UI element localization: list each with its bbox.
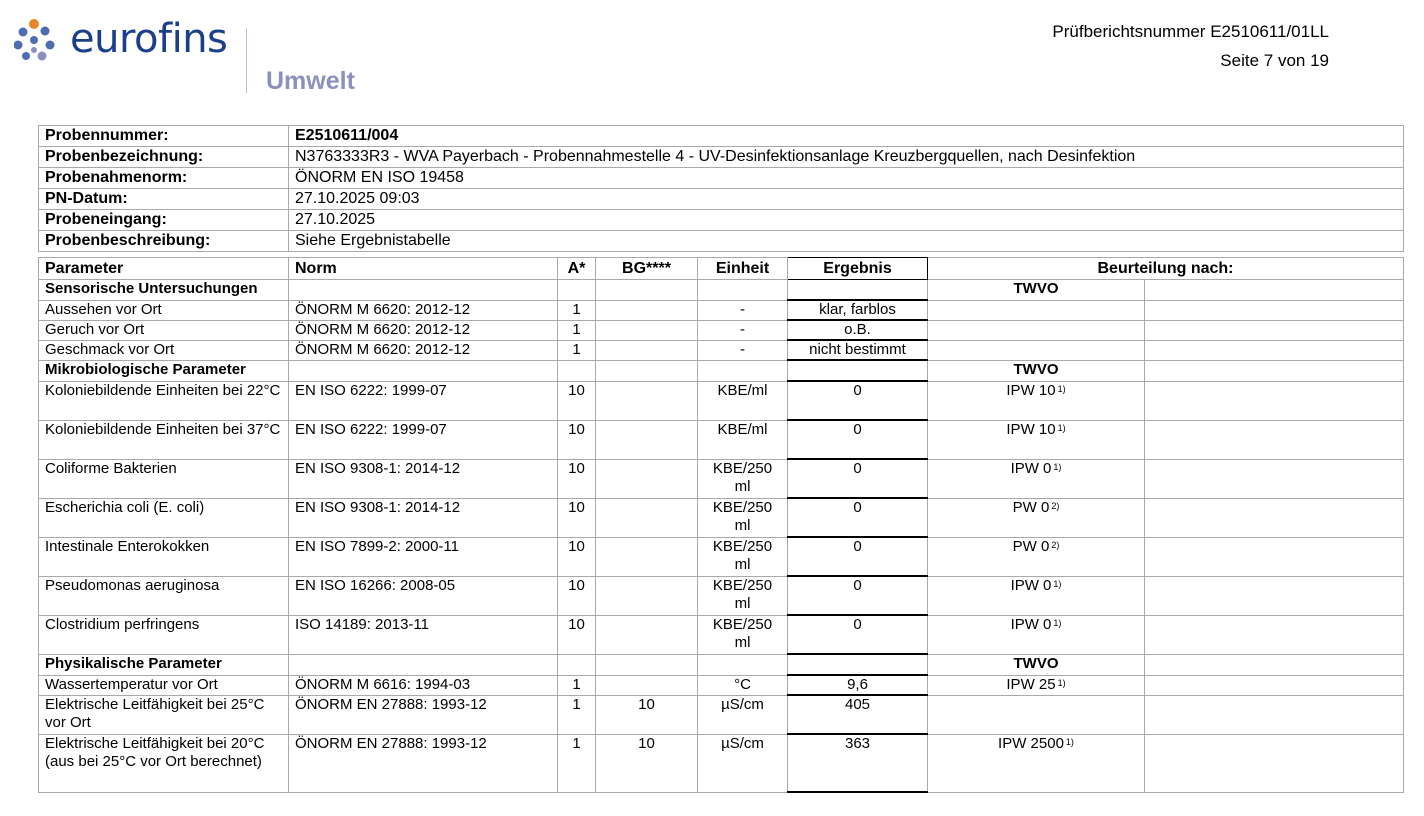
result-row [39,340,1404,360]
a-value: 1 [558,695,596,734]
limit-cell [928,537,1145,576]
empty-cell [1145,459,1404,498]
limit-cell [928,381,1145,420]
result-value: 405 [788,695,928,734]
unit: °C [698,675,788,695]
footnote-ref: 1) [1057,677,1066,688]
result-value: 0 [788,615,928,654]
col-bg: BG**** [596,258,698,280]
bg-value [596,498,698,537]
col-assessment: Beurteilung nach: [928,258,1404,280]
unit: - [698,320,788,340]
norm: ÖNORM EN 27888: 1993-12 [289,734,558,792]
sample-info-row [39,189,1404,210]
limit-value: IPW 10 [1006,420,1056,438]
bg-value [596,320,698,340]
a-value: 10 [558,420,596,459]
empty-cell [289,280,558,301]
a-value: 1 [558,340,596,360]
result-row [39,537,1404,576]
empty-cell [596,654,698,675]
sample-info-table [38,125,1404,252]
a-value: 10 [558,537,596,576]
empty-cell [596,360,698,381]
col-result: Ergebnis [788,258,928,280]
limit-value: IPW 10 [1006,381,1056,399]
col-a: A* [558,258,596,280]
eurofins-logo [14,18,64,71]
empty-cell [558,654,596,675]
bg-value [596,615,698,654]
limit-cell [928,320,1145,340]
result-row [39,320,1404,340]
unit: - [698,340,788,360]
limit-value: IPW 25 [1006,675,1056,693]
bg-value [596,675,698,695]
unit: - [698,300,788,320]
parameter-name: Elektrische Leitfähigkeit bei 25°C vor Ort [39,695,289,734]
unit: µS/cm [698,695,788,734]
bg-value: 10 [596,734,698,792]
result-row [39,576,1404,615]
section-standard: TWVO [928,654,1145,675]
result-value: o.B. [788,320,928,340]
sample-info-value: 27.10.2025 09:03 [289,189,1404,210]
sample-info-label: Probeneingang: [39,210,289,231]
result-row [39,381,1404,420]
footnote-ref: 2) [1051,500,1060,511]
a-value: 1 [558,320,596,340]
bg-value [596,459,698,498]
section-header-row [39,360,1404,381]
unit: KBE/250 ml [698,537,788,576]
empty-cell [1145,615,1404,654]
result-value: 0 [788,537,928,576]
col-norm: Norm [289,258,558,280]
limit-cell [928,615,1145,654]
parameter-name: Koloniebildende Einheiten bei 22°C [39,381,289,420]
result-row [39,420,1404,459]
footnote-ref: 1) [1053,578,1062,589]
sample-info-label: Probennummer: [39,126,289,147]
section-standard: TWVO [928,360,1145,381]
parameter-name: Koloniebildende Einheiten bei 37°C [39,420,289,459]
result-row [39,695,1404,734]
eurofins-dots-icon [14,18,64,66]
sample-info-row [39,168,1404,189]
result-value: klar, farblos [788,300,928,320]
result-value: 0 [788,381,928,420]
empty-cell [1145,320,1404,340]
sample-info-value: N3763333R3 - WVA Payerbach - Probennahmestelle 4 - UV-Desinfektionsanlage Kreuzbergquellen, nach Desinfektion [289,147,1404,168]
section-standard: TWVO [928,280,1145,301]
sample-info-value: 27.10.2025 [289,210,1404,231]
limit-cell [928,576,1145,615]
result-value: 0 [788,420,928,459]
results-header-row [39,258,1404,280]
limit-cell [928,340,1145,360]
a-value: 10 [558,615,596,654]
unit: µS/cm [698,734,788,792]
empty-cell [596,280,698,301]
parameter-name: Geruch vor Ort [39,320,289,340]
result-value: 0 [788,498,928,537]
norm: ÖNORM M 6616: 1994-03 [289,675,558,695]
parameter-name: Wassertemperatur vor Ort [39,675,289,695]
footnote-ref: 2) [1051,539,1060,550]
sample-info-row [39,126,1404,147]
empty-cell [1145,360,1404,381]
section-header-row [39,654,1404,675]
section-title: Mikrobiologische Parameter [39,360,289,381]
empty-cell [558,280,596,301]
a-value: 10 [558,459,596,498]
limit-value: IPW 0 [1010,615,1052,633]
sample-info-label: Probenbezeichnung: [39,147,289,168]
empty-cell [698,654,788,675]
limit-value: IPW 2500 [998,734,1064,752]
sample-info-value: E2510611/004 [289,126,1404,147]
parameter-name: Escherichia coli (E. coli) [39,498,289,537]
logo-wordmark: eurofins [70,16,228,62]
empty-cell [1145,280,1404,301]
a-value: 10 [558,498,596,537]
empty-cell [289,654,558,675]
unit: KBE/ml [698,381,788,420]
parameter-name: Geschmack vor Ort [39,340,289,360]
a-value: 10 [558,381,596,420]
unit: KBE/ml [698,420,788,459]
sample-info-label: Probenahmenorm: [39,168,289,189]
bg-value [596,340,698,360]
result-row [39,459,1404,498]
unit: KBE/250 ml [698,615,788,654]
result-value: 363 [788,734,928,792]
logo-divider [246,28,247,93]
results-table [38,257,1404,793]
footnote-ref: 1) [1057,422,1066,433]
empty-cell [1145,381,1404,420]
result-row [39,615,1404,654]
footnote-ref: 1) [1065,736,1074,747]
empty-cell [1145,498,1404,537]
empty-cell [1145,734,1404,792]
norm: ÖNORM M 6620: 2012-12 [289,340,558,360]
page-number: Seite 7 von 19 [1220,51,1329,70]
parameter-name: Aussehen vor Ort [39,300,289,320]
unit: KBE/250 ml [698,459,788,498]
a-value: 1 [558,300,596,320]
sample-info-label: PN-Datum: [39,189,289,210]
a-value: 1 [558,675,596,695]
sample-info-value: ÖNORM EN ISO 19458 [289,168,1404,189]
result-row [39,734,1404,792]
parameter-name: Intestinale Enterokokken [39,537,289,576]
a-value: 1 [558,734,596,792]
parameter-name: Elektrische Leitfähigkeit bei 20°C (aus bei 25°C vor Ort berechnet) [39,734,289,792]
a-value: 10 [558,576,596,615]
norm: EN ISO 9308-1: 2014-12 [289,498,558,537]
norm: ISO 14189: 2013-11 [289,615,558,654]
empty-cell [1145,420,1404,459]
footnote-ref: 1) [1053,461,1062,472]
empty-cell [1145,675,1404,695]
limit-value: PW 0 [1012,498,1050,516]
section-header-row [39,280,1404,301]
norm: EN ISO 6222: 1999-07 [289,381,558,420]
bg-value [596,300,698,320]
logo-subtitle: Umwelt [266,67,355,95]
result-value: 0 [788,576,928,615]
empty-cell [788,360,928,381]
section-title: Physikalische Parameter [39,654,289,675]
parameter-name: Coliforme Bakterien [39,459,289,498]
limit-cell [928,300,1145,320]
empty-cell [1145,576,1404,615]
sample-info-label: Probenbeschreibung: [39,231,289,252]
norm: EN ISO 16266: 2008-05 [289,576,558,615]
norm: ÖNORM M 6620: 2012-12 [289,320,558,340]
sample-info-row [39,231,1404,252]
sample-info-value: Siehe Ergebnistabelle [289,231,1404,252]
empty-cell [1145,537,1404,576]
bg-value [596,381,698,420]
empty-cell [1145,654,1404,675]
empty-cell [1145,695,1404,734]
limit-cell [928,420,1145,459]
norm: ÖNORM EN 27888: 1993-12 [289,695,558,734]
report-number: Prüfberichtsnummer E2510611/01LL [1052,22,1329,41]
parameter-name: Clostridium perfringens [39,615,289,654]
unit: KBE/250 ml [698,576,788,615]
empty-cell [1145,340,1404,360]
empty-cell [698,360,788,381]
parameter-name: Pseudomonas aeruginosa [39,576,289,615]
section-title: Sensorische Untersuchungen [39,280,289,301]
unit: KBE/250 ml [698,498,788,537]
col-unit: Einheit [698,258,788,280]
empty-cell [788,280,928,301]
empty-cell [289,360,558,381]
sample-info-row [39,147,1404,168]
bg-value [596,537,698,576]
norm: ÖNORM M 6620: 2012-12 [289,300,558,320]
limit-cell [928,459,1145,498]
result-row [39,300,1404,320]
empty-cell [1145,300,1404,320]
norm: EN ISO 9308-1: 2014-12 [289,459,558,498]
empty-cell [788,654,928,675]
limit-cell [928,675,1145,695]
result-value: nicht bestimmt [788,340,928,360]
result-value: 9,6 [788,675,928,695]
result-row [39,675,1404,695]
bg-value: 10 [596,695,698,734]
limit-value: IPW 0 [1010,459,1052,477]
bg-value [596,420,698,459]
limit-cell [928,695,1145,734]
sample-info-row [39,210,1404,231]
bg-value [596,576,698,615]
result-row [39,498,1404,537]
norm: EN ISO 6222: 1999-07 [289,420,558,459]
empty-cell [558,360,596,381]
col-parameter: Parameter [39,258,289,280]
footnote-ref: 1) [1057,383,1066,394]
limit-cell [928,498,1145,537]
norm: EN ISO 7899-2: 2000-11 [289,537,558,576]
limit-value: IPW 0 [1010,576,1052,594]
empty-cell [698,280,788,301]
result-value: 0 [788,459,928,498]
footnote-ref: 1) [1053,617,1062,628]
limit-cell [928,734,1145,792]
limit-value: PW 0 [1012,537,1050,555]
